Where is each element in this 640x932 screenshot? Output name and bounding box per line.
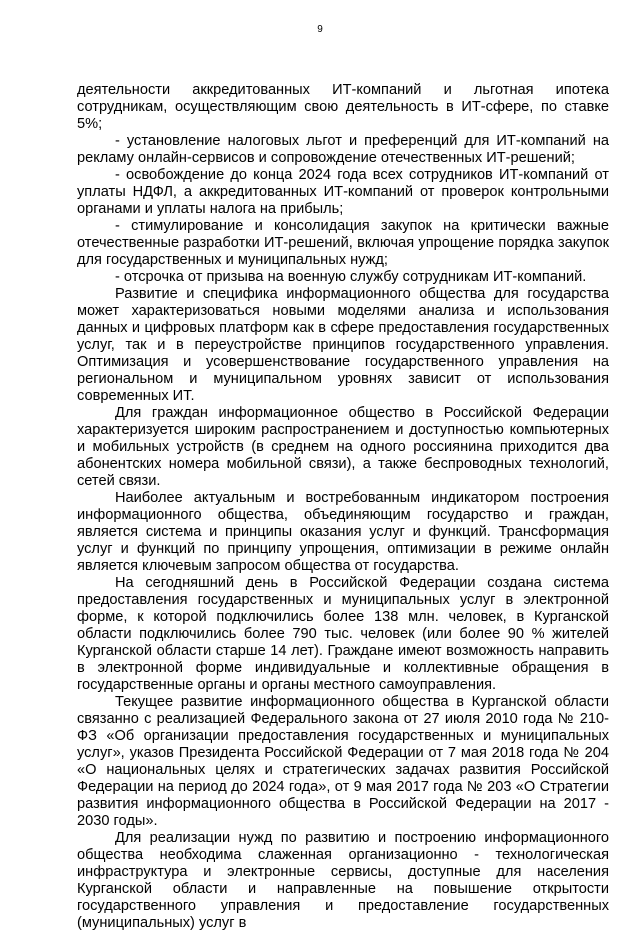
list-item-ndfl-exemption: - освобождение до конца 2024 года всех сотрудников ИТ-компаний от уплаты НДФЛ, а аккредитованных ИТ-компаний от проверок контрольными органами и уплаты налога на прибыль; [77, 167, 609, 217]
paragraph-electronic-services: На сегодняшний день в Российской Федерации создана система предоставления государственных и муниципальных услуг в электронной форме, к которой подключились более 138 млн. человек, в Курганской области подключились более 790 тыс. человек (или более 90 % жителей Курганской области старше 14 лет). Граждане имеют возможность направить в электронной форме индивидуальные и коллективные обращения в государственные органы и органы местного самоуправления. [77, 575, 609, 693]
list-item-procurement: - стимулирование и консолидация закупок на критически важные отечественные разработки ИТ-решений, включая упрощение порядка закупок для государственных и муниципальных нужд; [77, 218, 609, 268]
list-item-military-deferral: - отсрочка от призыва на военную службу сотрудникам ИТ-компаний. [115, 269, 587, 285]
paragraph-citizens: Для граждан информационное общество в Российской Федерации характеризуется широким распространением и доступностью компьютерных и мобильных устройств (в среднем на одного россиянина приходится два абонентских номера мобильной связи), а также беспроводных технологий, сетей связи. [77, 405, 609, 489]
page-number: 9 [317, 24, 323, 35]
paragraph-indicator: Наиболее актуальным и востребованным индикатором построения информационного общества, объединяющим государство и граждан, является система и принципы оказания услуг и функций. Трансформация услуг и функций по принципу упрощения, оптимизации в режиме онлайн является ключевым запросом общества от государства. [77, 490, 609, 574]
paragraph-current-development: Текущее развитие информационного общества в Курганской области связанно с реализацией Федерального закона от 27 июля 2010 года № 210-ФЗ «Об организации предоставления государственных и муниципальных услуг», указов Президента Российской Федерации от 7 мая 2018 года № 204 «О национальных целях и стратегических задачах развития Российской Федерации на период до 2024 года», от 9 мая 2017 года № 203 «О Стратегии развития информационного общества в Российской Федерации на 2017 - 2030 годы». [77, 694, 609, 829]
paragraph-continued: деятельности аккредитованных ИТ-компаний и льготная ипотека сотрудникам, осуществляющим свою деятельность в ИТ-сфере, по ставке 5%; [77, 82, 609, 132]
paragraph-infrastructure: Для реализации нужд по развитию и построению информационного общества необходима слаженная организационно - технологическая инфраструктура и электронные сервисы, доступные для населения Курганской области и направленные на повышение открытости государственного управления и предоставление государственных (муниципальных) услуг в [77, 830, 609, 931]
document-body [77, 82, 609, 932]
paragraph-information-society-state: Развитие и специфика информационного общества для государства может характеризоваться новыми моделями анализа и использования данных и цифровых платформ как в сфере предоставления государственных услуг, так и в переустройстве принципов государственного управления. Оптимизация и усовершенствование государственного управления на региональном и муниципальном уровнях зависит от использования современных ИТ. [77, 286, 609, 404]
list-item-tax-benefits: - установление налоговых льгот и преференций для ИТ-компаний на рекламу онлайн-сервисов и сопровождение отечественных ИТ-решений; [77, 133, 609, 166]
